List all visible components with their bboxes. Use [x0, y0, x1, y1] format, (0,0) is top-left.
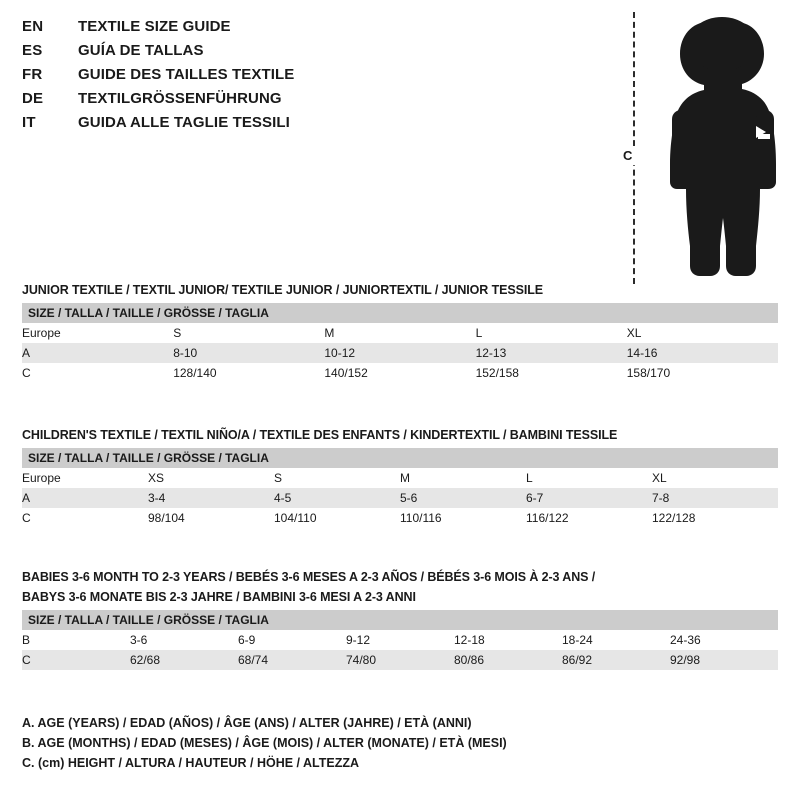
- children-size-table: [22, 448, 778, 528]
- cell-a-xl: 14-16: [627, 343, 778, 363]
- cell-b-18-24: 18-24: [562, 630, 670, 650]
- row-label-a: A: [22, 343, 173, 363]
- table-row: [22, 508, 778, 528]
- babies-section-title-line2: BABYS 3-6 MONATE BIS 2-3 JAHRE / BAMBINI 3-6 MESI A 2-3 ANNI: [22, 590, 416, 604]
- row-label-c: C: [22, 363, 173, 383]
- legend-line-b: B. AGE (MONTHS) / EDAD (MESES) / ÂGE (MOIS) / ALTER (MONATE) / ETÀ (MESI): [22, 736, 507, 750]
- cell-a-l: 12-13: [476, 343, 627, 363]
- language-code-fr: FR: [22, 66, 43, 83]
- cell-c-m: 140/152: [324, 363, 475, 383]
- table-row: [22, 630, 778, 650]
- cell-c-m: 110/116: [400, 508, 526, 528]
- cell-europe-m: M: [400, 468, 526, 488]
- table-row: [22, 363, 778, 383]
- table-row: [22, 323, 778, 343]
- babies-textile-section: [22, 570, 778, 670]
- language-code-de: DE: [22, 90, 44, 107]
- babies-section-title-line1: BABIES 3-6 MONTH TO 2-3 YEARS / BEBÉS 3-6 MESES A 2-3 AÑOS / BÉBÉS 3-6 MOIS À 2-3 ANS /: [22, 570, 596, 584]
- babies-size-header: SIZE / TALLA / TAILLE / GRÖSSE / TAGLIA: [22, 610, 778, 630]
- cell-europe-xs: XS: [148, 468, 274, 488]
- cell-b-24-36: 24-36: [670, 630, 778, 650]
- measurement-legend: [22, 713, 762, 773]
- guide-title-fr: GUIDE DES TAILLES TEXTILE: [78, 66, 295, 83]
- header-language-titles: [22, 18, 442, 138]
- babies-size-table: [22, 610, 778, 670]
- guide-title-de: TEXTILGRÖSSENFÜHRUNG: [78, 90, 282, 107]
- header-row: [22, 42, 442, 64]
- junior-textile-section: [22, 283, 778, 383]
- table-header-row: [22, 303, 778, 323]
- cell-c-l: 152/158: [476, 363, 627, 383]
- table-row: [22, 343, 778, 363]
- cell-a-s: 4-5: [274, 488, 400, 508]
- junior-size-table: [22, 303, 778, 383]
- cell-b-6-9: 6-9: [238, 630, 346, 650]
- junior-size-header: SIZE / TALLA / TAILLE / GRÖSSE / TAGLIA: [22, 303, 778, 323]
- cell-c-3-6: 62/68: [130, 650, 238, 670]
- legend-line-a: A. AGE (YEARS) / EDAD (AÑOS) / ÂGE (ANS) / ALTER (JAHRE) / ETÀ (ANNI): [22, 716, 472, 730]
- cell-c-l: 116/122: [526, 508, 652, 528]
- header-row: [22, 90, 442, 112]
- row-label-c: C: [22, 650, 130, 670]
- header-row: [22, 114, 442, 136]
- cell-c-9-12: 74/80: [346, 650, 454, 670]
- cell-europe-l: L: [476, 323, 627, 343]
- guide-title-it: GUIDA ALLE TAGLIE TESSILI: [78, 114, 290, 131]
- header-row: [22, 18, 442, 40]
- legend-line-c: C. (cm) HEIGHT / ALTURA / HAUTEUR / HÖHE / ALTEZZA: [22, 756, 360, 770]
- children-size-header: SIZE / TALLA / TAILLE / GRÖSSE / TAGLIA: [22, 448, 778, 468]
- cell-c-24-36: 92/98: [670, 650, 778, 670]
- cell-b-3-6: 3-6: [130, 630, 238, 650]
- header-row: [22, 66, 442, 88]
- measure-label-c: C: [620, 146, 635, 165]
- cell-c-6-9: 68/74: [238, 650, 346, 670]
- row-label-c: C: [22, 508, 148, 528]
- cell-europe-l: L: [526, 468, 652, 488]
- guide-title-es: GUÍA DE TALLAS: [78, 42, 204, 59]
- junior-section-title: JUNIOR TEXTILE / TEXTIL JUNIOR/ TEXTILE JUNIOR / JUNIORTEXTIL / JUNIOR TESSILE: [22, 283, 543, 297]
- children-section-title: CHILDREN'S TEXTILE / TEXTIL NIÑO/A / TEXTILE DES ENFANTS / KINDERTEXTIL / BAMBINI TESSILE: [22, 428, 618, 442]
- cell-b-9-12: 9-12: [346, 630, 454, 650]
- cell-europe-xl: XL: [627, 323, 778, 343]
- cell-a-m: 5-6: [400, 488, 526, 508]
- cell-a-m: 10-12: [324, 343, 475, 363]
- children-textile-section: [22, 428, 778, 528]
- guide-title-en: TEXTILE SIZE GUIDE: [78, 18, 231, 35]
- cell-c-xs: 98/104: [148, 508, 274, 528]
- toddler-silhouette-icon: [648, 14, 788, 286]
- row-label-europe: Europe: [22, 323, 173, 343]
- language-code-es: ES: [22, 42, 43, 59]
- table-header-row: [22, 610, 778, 630]
- cell-c-xl: 122/128: [652, 508, 778, 528]
- cell-europe-xl: XL: [652, 468, 778, 488]
- cell-europe-m: M: [324, 323, 475, 343]
- child-figure-illustration: [600, 8, 790, 288]
- cell-b-12-18: 12-18: [454, 630, 562, 650]
- cell-c-xl: 158/170: [627, 363, 778, 383]
- cell-europe-s: S: [173, 323, 324, 343]
- cell-c-12-18: 80/86: [454, 650, 562, 670]
- row-label-b: B: [22, 630, 130, 650]
- table-row: [22, 468, 778, 488]
- cell-a-xl: 7-8: [652, 488, 778, 508]
- cell-c-s: 128/140: [173, 363, 324, 383]
- cell-a-l: 6-7: [526, 488, 652, 508]
- table-header-row: [22, 448, 778, 468]
- row-label-a: A: [22, 488, 148, 508]
- cell-c-s: 104/110: [274, 508, 400, 528]
- table-row: [22, 650, 778, 670]
- language-code-it: IT: [22, 114, 36, 131]
- cell-a-s: 8-10: [173, 343, 324, 363]
- cell-europe-s: S: [274, 468, 400, 488]
- cell-a-xs: 3-4: [148, 488, 274, 508]
- row-label-europe: Europe: [22, 468, 148, 488]
- language-code-en: EN: [22, 18, 44, 35]
- table-row: [22, 488, 778, 508]
- cell-c-18-24: 86/92: [562, 650, 670, 670]
